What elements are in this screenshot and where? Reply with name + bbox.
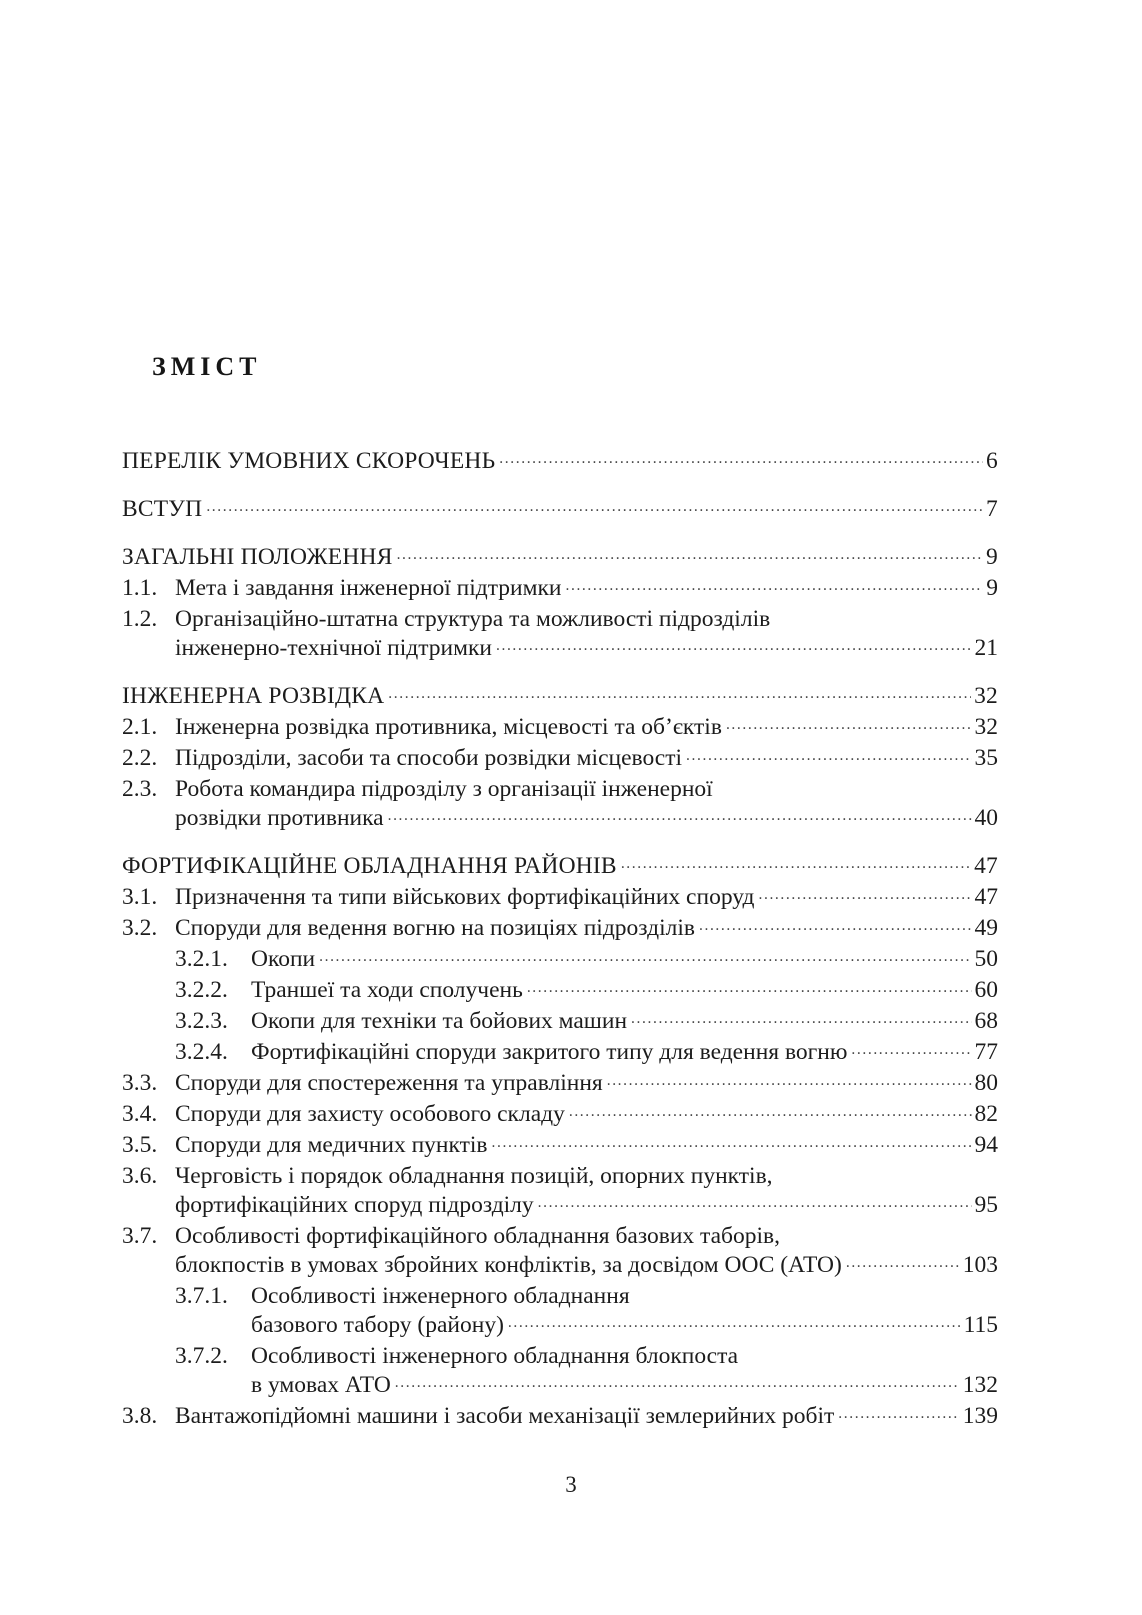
toc-entry-line [122,575,998,602]
toc-page-number: 40 [974,805,998,831]
toc-entry[interactable] [122,575,998,602]
toc-entry-label: Окопи для техніки та бойових машин [251,1008,628,1034]
toc-dot-leader [319,950,971,966]
toc-entry[interactable] [122,1223,998,1279]
toc-dot-leader [397,548,983,564]
toc-entry-number: 3.2.4. [175,1039,228,1065]
toc-entry-wrapped-line [122,1312,998,1339]
toc-page-number: 103 [962,1252,998,1278]
toc-entry-line [122,745,998,772]
toc-page-number: 21 [974,635,998,661]
toc-entry-line [122,776,998,803]
toc-entry-line [122,977,998,1004]
toc-dot-leader [569,1105,972,1121]
toc-entry-label: ПЕРЕЛІК УМОВНИХ СКОРОЧЕНЬ [122,448,496,474]
toc-dot-leader [388,687,971,703]
toc-page-number: 32 [974,683,998,709]
toc-entry[interactable] [122,606,998,662]
toc-entry[interactable] [122,776,998,832]
toc-entry[interactable] [122,915,998,942]
toc-entry-label: Споруди для медичних пунктів [175,1132,488,1158]
toc-entry-label: Особливості інженерного обладнання блокпоста [251,1343,739,1369]
toc-entry-number: 3.4. [122,1101,158,1127]
page-footer-number: 3 [565,1472,577,1497]
toc-entry-number: 3.7.1. [175,1283,228,1309]
toc-page-number: 6 [986,448,998,474]
toc-entry-line [122,884,998,911]
toc-entry-line [122,1132,998,1159]
toc-entry-wrapped-line [122,1192,998,1219]
toc-page-number: 68 [974,1008,998,1034]
toc-entry[interactable] [122,683,998,710]
toc-page-number: 35 [974,745,998,771]
toc-dot-leader [499,452,983,468]
toc-entry[interactable] [122,1343,998,1399]
toc-page-number: 115 [963,1312,998,1338]
toc-entry-wrapped-line [122,1252,998,1279]
toc-entry-label: Підрозділи, засоби та способи розвідки місцевості [175,745,683,771]
toc-entry[interactable] [122,853,998,880]
toc-entry-number: 2.2. [122,745,158,771]
toc-entry[interactable] [122,1163,998,1219]
toc-dot-leader [206,500,983,516]
toc-entry-label: блокпостів в умовах збройних конфліктів, за досвідом ООС (АТО) [175,1252,842,1278]
toc-page-number: 94 [974,1132,998,1158]
toc-entry-label: ІНЖЕНЕРНА РОЗВІДКА [122,683,385,709]
toc-entry-line [122,496,998,523]
toc-entry[interactable] [122,946,998,973]
toc-entry[interactable] [122,496,998,523]
toc-entry-line [122,1403,998,1430]
toc-entry-line [122,1163,998,1190]
toc-entry-number: 2.3. [122,776,158,802]
toc-entry-line [122,1223,998,1250]
toc-entry[interactable] [122,1039,998,1066]
toc-entry[interactable] [122,1283,998,1339]
toc-dot-leader [631,1012,971,1028]
toc-entry[interactable] [122,1008,998,1035]
toc-page-number: 7 [986,496,998,522]
toc-entry[interactable] [122,745,998,772]
toc-entry[interactable] [122,714,998,741]
toc-entry-number: 3.3. [122,1070,158,1096]
toc-entry-label: Споруди для ведення вогню на позиціях підрозділів [175,915,695,941]
toc-entry[interactable] [122,1132,998,1159]
toc-dot-leader [496,639,972,655]
toc-dot-leader [607,1074,972,1090]
toc-page-number: 132 [962,1372,998,1398]
toc-entry-line [122,1283,998,1310]
toc-entry-label: Призначення та типи військових фортифікаційних споруд [175,884,755,910]
toc-entry-number: 3.2. [122,915,158,941]
toc-entry-wrapped-line [122,1372,998,1399]
toc-entry-label: ЗАГАЛЬНІ ПОЛОЖЕННЯ [122,544,393,570]
toc-dot-leader [527,981,972,997]
toc-entry-label: Споруди для спостереження та управління [175,1070,603,1096]
toc-entry[interactable] [122,1101,998,1128]
page-title: ЗМІСТ [152,352,262,381]
table-of-contents [122,448,998,1430]
toc-entry-line [122,1070,998,1097]
toc-entry-label: Фортифікаційні споруди закритого типу для ведення вогню [251,1039,848,1065]
toc-page-number: 9 [986,544,998,570]
toc-entry-number: 2.1. [122,714,158,740]
toc-entry-label: Окопи [251,946,316,972]
toc-page-number: 9 [986,575,998,601]
toc-entry-line [122,853,998,880]
toc-dot-leader [621,857,971,873]
toc-page-number: 47 [974,884,998,910]
toc-entry-number: 3.6. [122,1163,158,1189]
toc-page-number: 49 [974,915,998,941]
toc-dot-leader [492,1136,972,1152]
toc-dot-leader [851,1043,971,1059]
toc-entry-line [122,448,998,475]
toc-entry-wrapped-line [122,635,998,662]
toc-entry-line [122,1039,998,1066]
toc-entry-label: в умовах АТО [251,1372,391,1398]
toc-entry-number: 3.2.3. [175,1008,228,1034]
toc-entry-line [122,714,998,741]
toc-entry-label: Інженерна розвідка противника, місцевості та об’єктів [175,714,722,740]
toc-entry-label: Мета і завдання інженерної підтримки [175,575,562,601]
toc-entry-number: 3.2.2. [175,977,228,1003]
toc-page-number: 139 [962,1403,998,1429]
toc-entry[interactable] [122,448,998,475]
toc-dot-leader [538,1196,972,1212]
toc-entry-line [122,544,998,571]
toc-entry[interactable] [122,544,998,571]
toc-entry-label: Траншеї та ходи сполучень [251,977,523,1003]
toc-entry-number: 3.7.2. [175,1343,228,1369]
toc-entry-label: Вантажопідйомні машини і засоби механізації землерийних робіт [175,1403,835,1429]
toc-entry-number: 3.2.1. [175,946,228,972]
toc-entry-number: 3.1. [122,884,158,910]
toc-entry-line [122,946,998,973]
toc-entry-label: базового табору (району) [251,1312,504,1338]
toc-entry-line [122,915,998,942]
toc-page-number: 60 [974,977,998,1003]
toc-entry-number: 1.1. [122,575,158,601]
toc-page-number: 50 [974,946,998,972]
toc-entry-label: фортифікаційних споруд підрозділу [175,1192,534,1218]
toc-entry-label: Організаційно-штатна структура та можливості підрозділів [175,606,771,632]
toc-page-number: 77 [974,1039,998,1065]
toc-entry-number: 3.8. [122,1403,158,1429]
toc-page-number: 82 [974,1101,998,1127]
toc-entry-line [122,606,998,633]
toc-page-number: 80 [974,1070,998,1096]
toc-entry[interactable] [122,884,998,911]
toc-entry-line [122,1343,998,1370]
toc-entry-label: Споруди для захисту особового складу [175,1101,565,1127]
toc-dot-leader [388,809,972,825]
toc-dot-leader [726,718,972,734]
toc-entry-label: Черговість і порядок обладнання позицій, опорних пунктів, [175,1163,773,1189]
toc-entry-label: Особливості фортифікаційного обладнання базових таборів, [175,1223,780,1249]
toc-entry-number: 3.7. [122,1223,158,1249]
toc-page-number: 47 [974,853,998,879]
toc-entry[interactable] [122,1070,998,1097]
toc-page-number: 32 [974,714,998,740]
toc-entry-label: ФОРТИФІКАЦІЙНЕ ОБЛАДНАННЯ РАЙОНІВ [122,853,617,879]
toc-entry-line [122,683,998,710]
toc-dot-leader [846,1256,960,1272]
toc-dot-leader [395,1376,960,1392]
toc-entry[interactable] [122,1403,998,1430]
toc-dot-leader [686,749,971,765]
toc-dot-leader [699,919,972,935]
toc-entry-label: розвідки противника [175,805,384,831]
toc-dot-leader [758,888,971,904]
toc-entry-label: Особливості інженерного обладнання [251,1283,630,1309]
toc-dot-leader [838,1407,959,1423]
toc-dot-leader [566,579,984,595]
toc-entry-number: 3.5. [122,1132,158,1158]
toc-entry-wrapped-line [122,805,998,832]
toc-dot-leader [508,1316,961,1332]
toc-entry-label: інженерно-технічної підтримки [175,635,492,661]
toc-entry-label: ВСТУП [122,496,203,522]
toc-entry-label: Робота командира підрозділу з організації інженерної [175,776,713,802]
toc-entry-number: 1.2. [122,606,158,632]
toc-entry-line [122,1101,998,1128]
toc-entry[interactable] [122,977,998,1004]
toc-page-number: 95 [974,1192,998,1218]
toc-container [122,352,998,1430]
toc-entry-line [122,1008,998,1035]
